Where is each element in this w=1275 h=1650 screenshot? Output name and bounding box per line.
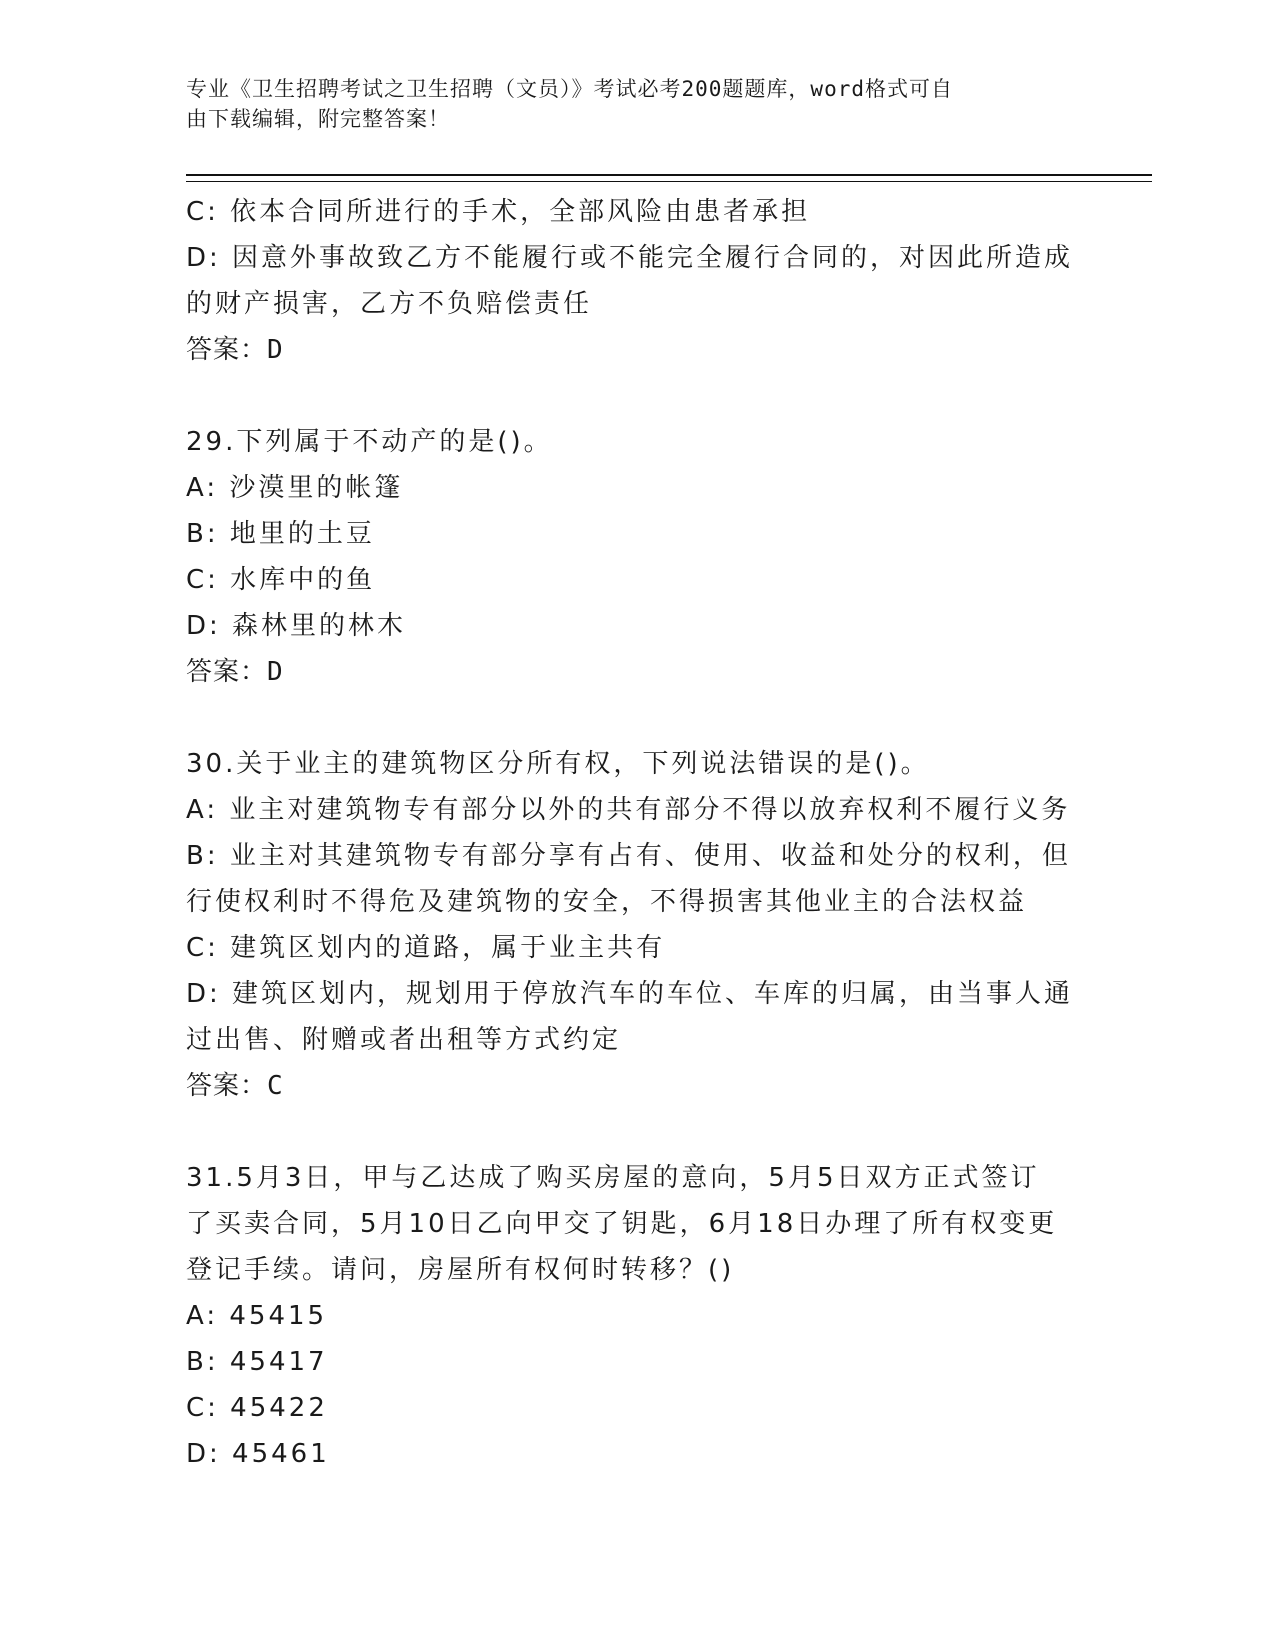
option-c: C: 45422 bbox=[186, 1393, 328, 1423]
header-line-1: 专业《卫生招聘考试之卫生招聘（文员）》考试必考200题题库，word格式可自 bbox=[186, 77, 953, 101]
option-c: C: 水库中的鱼 bbox=[186, 565, 376, 595]
block-spacer bbox=[186, 373, 1076, 419]
option-c: C: 依本合同所进行的手术，全部风险由患者承担 bbox=[186, 197, 811, 227]
option-c: C: 建筑区划内的道路，属于业主共有 bbox=[186, 933, 666, 963]
option-d: D: 建筑区划内，规划用于停放汽车的车位、车库的归属，由当事人通 bbox=[186, 979, 1074, 1009]
header-line-2: 由下载编辑，附完整答案！ bbox=[186, 107, 450, 131]
option-d-continued: 的财产损害，乙方不负赔偿责任 bbox=[186, 289, 593, 319]
question-block-30 bbox=[186, 741, 1076, 1109]
answer-line: 答案：D bbox=[186, 335, 284, 365]
option-a: A: 沙漠里的帐篷 bbox=[186, 473, 404, 503]
header-divider-thick bbox=[186, 174, 1152, 176]
option-d: D: 森林里的林木 bbox=[186, 611, 407, 641]
option-a: A: 45415 bbox=[186, 1301, 328, 1331]
answer-line: 答案：C bbox=[186, 1071, 284, 1101]
option-d-continued: 过出售、附赠或者出租等方式约定 bbox=[186, 1025, 622, 1055]
question-list bbox=[186, 189, 1076, 1477]
option-b-continued: 行使权利时不得危及建筑物的安全，不得损害其他业主的合法权益 bbox=[186, 887, 1028, 917]
question-stem-continued: 登记手续。请问，房屋所有权何时转移？() bbox=[186, 1255, 735, 1285]
question-stem: 30.关于业主的建筑物区分所有权，下列说法错误的是()。 bbox=[186, 749, 930, 779]
block-spacer bbox=[186, 695, 1076, 741]
header-divider-thin bbox=[186, 181, 1152, 182]
question-stem-continued: 了买卖合同，5月10日乙向甲交了钥匙，6月18日办理了所有权变更 bbox=[186, 1209, 1058, 1239]
block-spacer bbox=[186, 1109, 1076, 1155]
option-b: B: 45417 bbox=[186, 1347, 328, 1377]
document-header bbox=[186, 74, 1066, 134]
option-b: B: 地里的土豆 bbox=[186, 519, 375, 549]
answer-line: 答案：D bbox=[186, 657, 284, 687]
question-stem: 29.下列属于不动产的是()。 bbox=[186, 427, 553, 457]
question-stem: 31.5月3日，甲与乙达成了购买房屋的意向，5月5日双方正式签订 bbox=[186, 1163, 1040, 1193]
option-b: B: 业主对其建筑物专有部分享有占有、使用、收益和处分的权利，但 bbox=[186, 841, 1071, 871]
question-block-28 bbox=[186, 189, 1076, 373]
option-a: A: 业主对建筑物专有部分以外的共有部分不得以放弃权利不履行义务 bbox=[186, 795, 1071, 825]
question-block-29 bbox=[186, 419, 1076, 695]
question-block-31 bbox=[186, 1155, 1076, 1477]
option-d: D: 因意外事故致乙方不能履行或不能完全履行合同的，对因此所造成 bbox=[186, 243, 1074, 273]
option-d: D: 45461 bbox=[186, 1439, 330, 1469]
